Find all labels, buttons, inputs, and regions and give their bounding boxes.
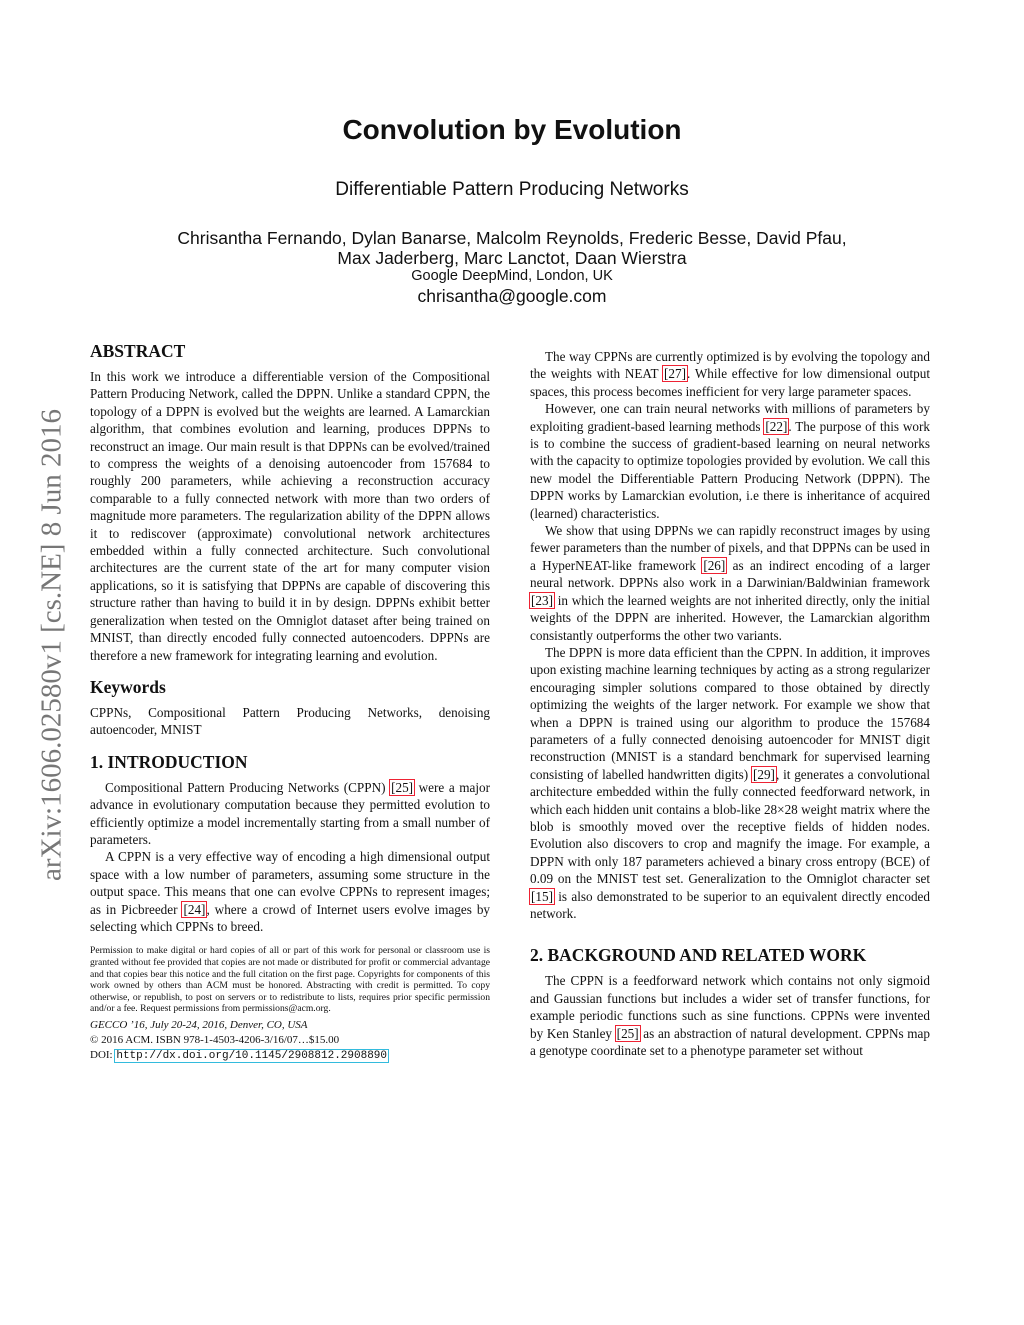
doi-line: DOI: http://dx.doi.org/10.1145/2908812.2908890 — [90, 1048, 388, 1062]
keywords-text: CPPNs, Compositional Pattern Producing Networks, denoising autoencoder, MNIST — [90, 704, 490, 738]
citation-link[interactable]: [22] — [765, 418, 788, 434]
conference-venue: GECCO ’16, July 20-24, 2016, Denver, CO, USA — [90, 1018, 308, 1031]
arxiv-stamp: arXiv:1606.02580v1 [cs.NE] 8 Jun 2016 — [35, 408, 68, 882]
right-column — [530, 348, 930, 1059]
background-heading: 2. BACKGROUND AND RELATED WORK — [530, 945, 867, 966]
citation-link[interactable]: [23] — [531, 592, 553, 608]
right-paragraph-1: The way CPPNs are currently optimized is by evolving the topology and the weights with NEAT [27]. While effective for low dimensional output spaces, this process becomes inefficient for very large parameter spaces. — [530, 349, 930, 399]
abstract-text: In this work we introduce a differentiable version of the Compositional Pattern Producing Network, called the DPPN. Unlike a standard CPPN, the topology of a DPPN is evolved but the weights are learned. A Lamarckian algorithm, that combines evolution and learning, produces DPPNs to reconstruct an image. Our main result is that DPPNs can be evolved/trained to compress the weights of a denoising autoencoder from 157684 to roughly 200 parameters, while achieving a reconstruction accuracy comparable to a fully connected network with more than two orders of magnitude more parameters. The regularization ability of the DPPN allows it to rediscover (approximate) convolutional network architectures embedded within a fully connected architecture. Such convolutional architectures are the current state of the art for many computer vision applications, so it is satisfying that DPPNs are capable of discovering this structure rather than having to build it in by design. DPPNs exhibit better generalization when tested on the Omniglot dataset after being trained on MNIST, than directly encoded fully connected autoencoders. DPPNs are therefore a new framework for integrating learning and evolution. — [90, 369, 490, 663]
citation-link[interactable]: [29] — [752, 766, 775, 782]
citation-link[interactable]: [25] — [391, 779, 414, 795]
citation-link[interactable]: [15] — [531, 888, 553, 904]
left-column — [90, 340, 490, 1064]
intro-paragraph-1: Compositional Pattern Producing Networks (CPPN) [25] were a major advance in evolutionary computation because they permitted evolution to efficiently optimize a model incrementally starting from a small number of parameters. — [90, 779, 490, 847]
author-list — [100, 228, 924, 268]
paper-subtitle: Differentiable Pattern Producing Networks — [335, 179, 689, 200]
right-paragraph-2: However, one can train neural networks with millions of parameters by exploiting gradient-based learning methods [22]. The purpose of this work is to combine the success of gradient-based learning on neural networks with the capacity to optimize topologies provided by evolution. We call this new model the Differentiable Pattern Producing Network (DPPN). The DPPN works by Lamarckian evolution, i.e there is inheritance of acquired (learned) characteristics. — [530, 401, 930, 521]
keywords-heading: Keywords — [90, 676, 166, 697]
right-paragraph-4: The DPPN is more data efficient than the CPPN. In addition, it improves upon existing machine learning techniques by acting as a strong regularizer encouraging simpler solutions compared to those obtained by directly optimizing the weights of the larger network. For example we show that when a DPPN is trained using our algorithm to produce the 157684 parameters of a fully connected denoising autoencoder for MNIST digit reconstruction (MNIST is a standard benchmark for supervised learning consisting of labelled handwritten digits) [29], it generates a convolutional architecture embedded within the fully connected feedforward network, in which each hidden unit contains a blob-like 28×28 weight matrix where the blob is smoothly moved over the receptive fields of hidden nodes. Evolution also discovers to crop and magnify the image. For example, a DPPN with only 187 parameters achieved a binary cross entropy (BCE) of 0.09 on the MNIST test set. Generalization to the Omniglot character set [15] is also demonstrated to be superior to an equivalent directly encoded network. — [530, 644, 930, 921]
affiliation: Google DeepMind, London, UK — [411, 268, 613, 284]
right-paragraph-3: We show that using DPPNs we can rapidly reconstruct images by using fewer parameters than the number of pixels, and that DPPNs can be used in a HyperNEAT-like framework [26] as an indirect encoding of a larger neural network. DPPNs also work in a Darwinian/Baldwinian framework [23] in which the learned weights are not inherited directly, only the initial weights of the DPPN are inherited. However, the Lamarckian algorithm consistantly outperforms the other two variants. — [530, 523, 931, 643]
introduction-heading: 1. INTRODUCTION — [90, 751, 248, 772]
authors-line-1: Chrisantha Fernando, Dylan Banarse, Malcolm Reynolds, Frederic Besse, David Pfau, — [177, 228, 847, 248]
citation-link[interactable]: [27] — [664, 366, 687, 382]
paper-title: Convolution by Evolution — [342, 114, 682, 145]
intro-paragraph-2: A CPPN is a very effective way of encoding a high dimensional output space with a low number of parameters, assuming some structure in the output space. This means that one can evolve CPPNs to represent images; as in Picbreeder [24], where a crowd of Internet users evolve images by selecting which CPPNs to breed. — [90, 849, 491, 934]
citation-link[interactable]: [24] — [183, 901, 206, 917]
citation-link[interactable]: [25] — [616, 1025, 639, 1041]
abstract-heading: ABSTRACT — [90, 341, 186, 361]
citation-link[interactable]: [26] — [703, 557, 726, 573]
copyright-line: © 2016 ACM. ISBN 978-1-4503-4206-3/16/07…$15.00 — [90, 1033, 340, 1046]
authors-line-2: Max Jaderberg, Marc Lanctot, Daan Wierstra — [337, 248, 687, 268]
author-email: chrisantha@google.com — [417, 286, 607, 306]
right-paragraph-5: The CPPN is a feedforward network which contains not only sigmoid and Gaussian functions but includes a wider set of transfer functions, for example periodic functions such as sine functions. CPPNs were invented by Ken Stanley [25] as an abstraction of natural development. CPPNs map a genotype coordinate set to a phenotype parameter set without — [530, 973, 930, 1059]
permission-notice: Permission to make digital or hard copies of all or part of this work for personal or classroom use is granted without fee provided that copies are not made or distributed for profit or commercial advantage and that copies bear this notice and the full citation on the first page. Copyrights for components of this work owned by others than ACM must be honored. Abstracting with credit is permitted. To copy otherwise, or republish, to post on servers or to redistribute to lists, requires prior specific permission and/or a fee. Request permissions from permissions@acm.org. — [90, 945, 490, 1015]
doi-link[interactable]: http://dx.doi.org/10.1145/2908812.2908890 — [116, 1049, 388, 1062]
